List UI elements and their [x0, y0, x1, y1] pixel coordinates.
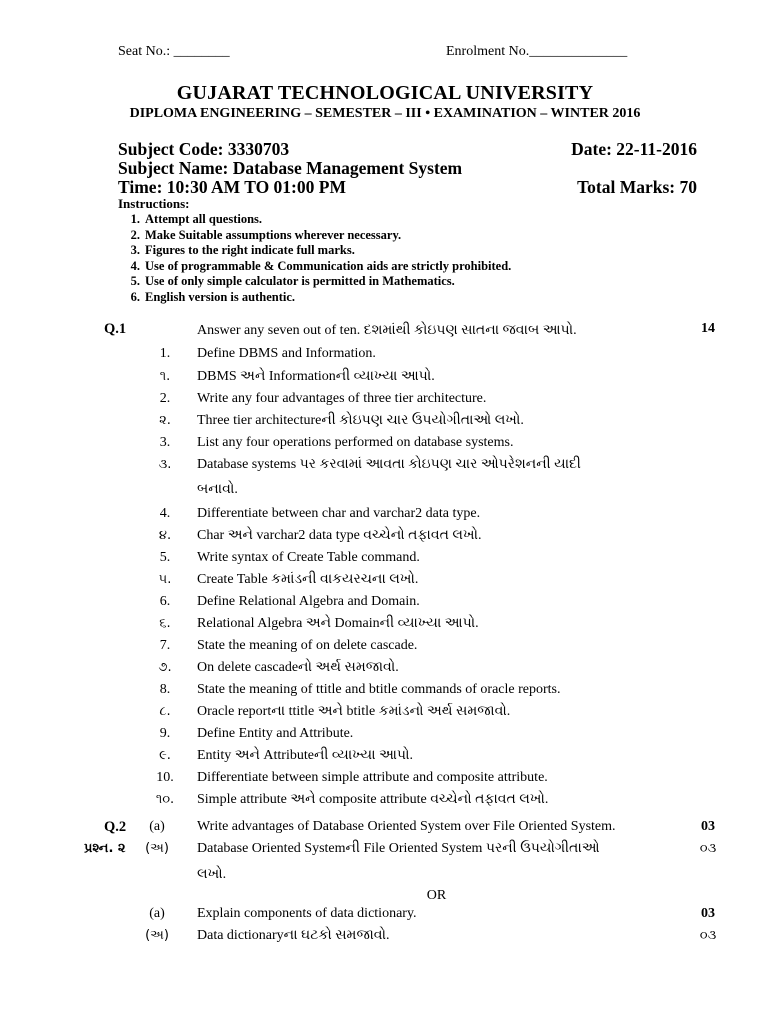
seat-number-field: Seat No.: ________ — [118, 44, 230, 59]
question-1-label: Q.1 — [104, 321, 127, 337]
item-text: Differentiate between char and varchar2 data type. — [197, 506, 481, 521]
item-text: State the meaning of on delete cascade. — [197, 638, 418, 653]
item-number: 8. — [159, 682, 171, 697]
item-text: On delete cascadeનો અર્થ સમજાવો. — [197, 660, 399, 675]
part-a-alt-marks: 03 — [701, 906, 715, 921]
item-number: ૫. — [158, 572, 172, 587]
item-number: ૬. — [159, 616, 171, 631]
instruction-number: 2. — [130, 227, 140, 242]
item-text: DBMS અને Informationની વ્યાખ્યા આપો. — [197, 369, 435, 384]
item-text: Define Relational Algebra and Domain. — [197, 594, 420, 609]
part-a-gujarati-marks: ૦૩ — [699, 841, 717, 856]
instruction-number: 6. — [130, 289, 140, 304]
item-text: Write syntax of Create Table command. — [197, 550, 420, 565]
item-text: Write any four advantages of three tier architecture. — [197, 391, 487, 406]
instruction-text: English version is authentic. — [145, 289, 296, 304]
subject-name: Subject Name: Database Management System — [118, 158, 463, 178]
item-text: Entity અને Attributeની વ્યાખ્યા આપો. — [197, 748, 413, 763]
question-1-intro-text: Answer any seven out of ten. દશમાંથી કોઇપણ સાતના જવાબ આપો. — [197, 323, 577, 338]
item-number: 4. — [159, 506, 171, 521]
part-a-text: Write advantages of Database Oriented System over File Oriented System. — [197, 819, 616, 834]
question-1-marks: 14 — [701, 321, 715, 336]
item-number: ૧૦. — [155, 792, 175, 807]
instruction-number: 3. — [130, 243, 140, 257]
item-number: ૩. — [158, 457, 172, 472]
part-a-gujarati-label: (અ) — [145, 841, 169, 856]
item-text: Define DBMS and Information. — [197, 346, 376, 361]
question-2-label-gujarati: પ્રશ્ન. ૨ — [84, 841, 126, 856]
part-a-label: (a) — [149, 819, 165, 834]
item-number: ૯. — [159, 748, 171, 763]
item-number: ૧. — [159, 369, 171, 384]
question-2-label: Q.2 — [104, 819, 127, 835]
subject-code: Subject Code: 3330703 — [118, 139, 290, 159]
part-a-alt-gujarati-marks: ૦૩ — [699, 928, 717, 943]
item-text: Oracle reportના ttitle અને btitle કમાંડનો અર્થ સમજાવો. — [197, 704, 511, 719]
item-number: 6. — [159, 594, 171, 609]
item-number: 7. — [159, 638, 171, 653]
item-text: Create Table કમાંડની વાકયરચના લખો. — [197, 572, 419, 587]
item-text: Define Entity and Attribute. — [197, 726, 354, 741]
item-number: ૪. — [158, 528, 172, 543]
part-a-gujarati-text: Database Oriented Systemની File Oriented System પરની ઉપયોગીતાઓ — [197, 841, 600, 856]
item-text: Differentiate between simple attribute and composite attribute. — [197, 770, 548, 785]
part-a-alt-text: Explain components of data dictionary. — [197, 906, 417, 921]
or-separator: OR — [426, 888, 447, 903]
item-text: Relational Algebra અને Domainની વ્યાખ્યા આપો. — [197, 616, 479, 631]
item-number: ૮. — [159, 704, 171, 719]
item-text: List any four operations performed on database systems. — [197, 435, 514, 450]
part-a-gujarati-continuation-text: લખો. — [197, 867, 227, 882]
item-text: Three tier architectureની કોઇપણ ચાર ઉપયોગીતાઓ લખો. — [197, 413, 524, 428]
instruction-text: Figures to the right indicate full marks. — [145, 243, 355, 257]
instruction-text: Use of programmable & Communication aids are strictly prohibited. — [145, 258, 512, 273]
instruction-number: 5. — [130, 274, 140, 288]
item-number: 2. — [159, 391, 171, 406]
instruction-number: 1. — [130, 212, 140, 226]
instruction-number: 4. — [130, 258, 140, 273]
item-number: ૭. — [158, 660, 172, 675]
instruction-text: Attempt all questions. — [145, 212, 263, 226]
item-text: બનાવો. — [197, 482, 238, 497]
part-a-alt-label: (a) — [149, 906, 165, 921]
part-a-alt-gujarati-text: Data dictionaryના ઘટકો સમજાવો. — [197, 928, 390, 943]
item-number: ૨. — [159, 413, 171, 428]
exam-title: DIPLOMA ENGINEERING – SEMESTER – III • EXAMINATION – WINTER 2016 — [129, 106, 641, 121]
item-number: 1. — [159, 346, 171, 361]
item-number: 5. — [159, 550, 171, 565]
exam-date: Date: 22-11-2016 — [571, 139, 697, 159]
exam-time: Time: 10:30 AM TO 01:00 PM — [118, 177, 346, 197]
item-number: 3. — [159, 435, 171, 450]
part-a-marks: 03 — [701, 819, 715, 834]
part-a-alt-gujarati-label: (અ) — [145, 928, 169, 943]
item-number: 9. — [159, 726, 171, 741]
instructions-title: Instructions: — [118, 196, 190, 211]
item-text: Char અને varchar2 data type વચ્ચેનો તફાવત લખો. — [197, 528, 482, 543]
enrolment-number-field: Enrolment No.______________ — [446, 44, 628, 59]
item-text: Simple attribute અને composite attribute વચ્ચેનો તફાવત લખો. — [197, 792, 549, 807]
item-text: Database systems પર કરવામાં આવતા કોઇપણ ચાર ઓપરેશનની યાદી — [197, 457, 581, 472]
instruction-text: Use of only simple calculator is permitted in Mathematics. — [145, 274, 455, 288]
item-text: State the meaning of ttitle and btitle commands of oracle reports. — [197, 682, 561, 697]
instruction-text: Make Suitable assumptions wherever necessary. — [145, 227, 402, 242]
total-marks: Total Marks: 70 — [577, 177, 697, 197]
item-number: 10. — [156, 770, 174, 785]
university-title: GUJARAT TECHNOLOGICAL UNIVERSITY — [176, 82, 594, 104]
